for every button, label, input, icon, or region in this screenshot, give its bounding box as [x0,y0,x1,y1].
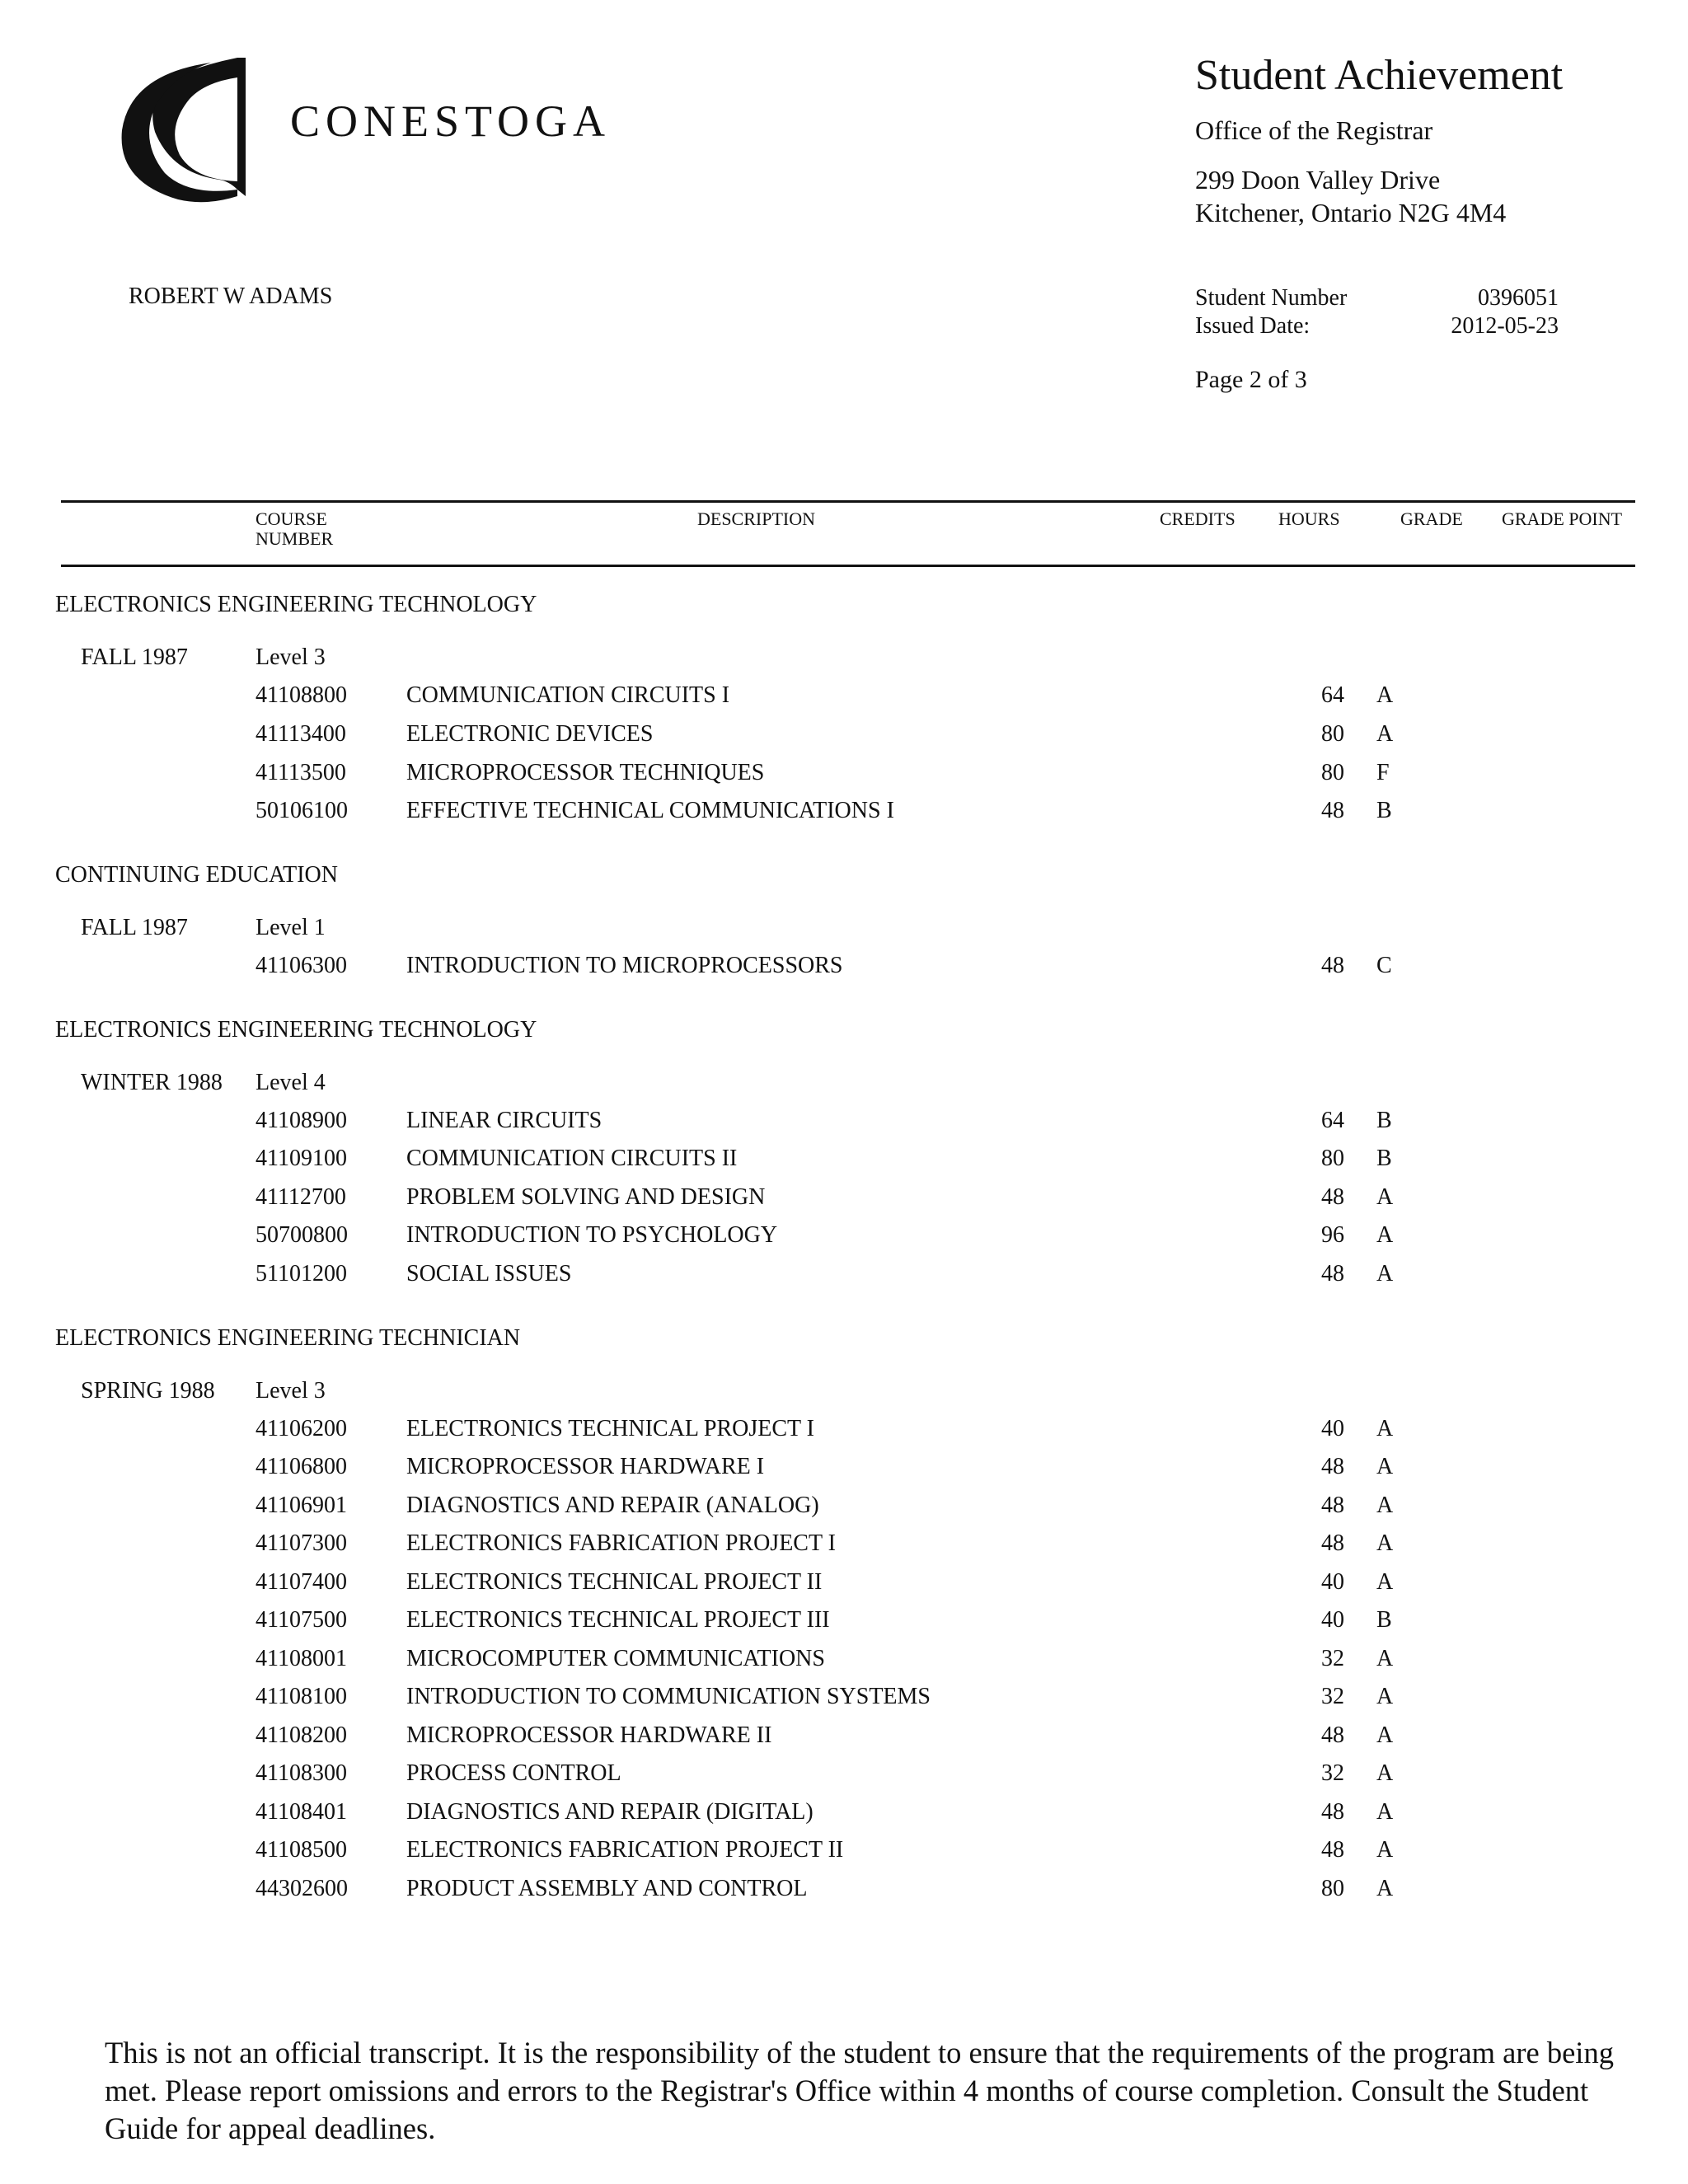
term-label: SPRING 1988 [81,1378,215,1404]
student-name: ROBERT W ADAMS [129,284,333,309]
course-hours: 40 [1321,1416,1344,1441]
conestoga-logo-icon [114,58,254,204]
program-heading: ELECTRONICS ENGINEERING TECHNOLOGY [55,1017,537,1043]
course-grade: B [1376,798,1392,823]
course-row [0,723,1688,751]
course-description: MICROCOMPUTER COMMUNICATIONS [406,1646,825,1671]
course-number: 51101200 [256,1261,347,1286]
course-row [0,954,1688,982]
term-label: FALL 1987 [81,915,188,940]
course-grade: A [1376,1760,1394,1786]
course-row [0,1186,1688,1214]
course-description: COMMUNICATION CIRCUITS I [406,682,730,708]
course-row [0,1109,1688,1137]
course-hours: 96 [1321,1222,1344,1248]
course-row [0,1839,1688,1867]
course-number: 41107400 [256,1569,347,1595]
course-grade: A [1376,1261,1394,1286]
course-hours: 32 [1321,1646,1344,1671]
course-grade: A [1376,1837,1394,1863]
course-row [0,684,1688,712]
address-line-1: 299 Doon Valley Drive [1195,165,1441,194]
issued-date-value: 2012-05-23 [1451,313,1559,339]
course-row [0,1609,1688,1637]
issued-date-label: Issued Date: [1195,313,1311,339]
course-description: LINEAR CIRCUITS [406,1108,603,1133]
course-number: 41107500 [256,1607,347,1633]
course-grade: A [1376,1454,1394,1479]
column-hours: HOURS [1278,509,1340,529]
course-grade: A [1376,1222,1394,1248]
course-description: COMMUNICATION CIRCUITS II [406,1146,738,1171]
course-number: 41108300 [256,1760,347,1786]
course-description: MICROPROCESSOR HARDWARE I [406,1454,765,1479]
course-description: PROBLEM SOLVING AND DESIGN [406,1184,766,1210]
course-description: DIAGNOSTICS AND REPAIR (ANALOG) [406,1493,819,1518]
course-row [0,1571,1688,1599]
course-grade: A [1376,1416,1394,1441]
course-grade: A [1376,1722,1394,1748]
course-grade: F [1376,760,1390,785]
course-hours: 80 [1321,1876,1344,1901]
course-description: PRODUCT ASSEMBLY AND CONTROL [406,1876,808,1901]
course-hours: 80 [1321,760,1344,785]
course-description: DIAGNOSTICS AND REPAIR (DIGITAL) [406,1799,814,1825]
course-number: 41106901 [256,1493,347,1518]
office-name: Office of the Registrar [1195,115,1433,145]
course-hours: 48 [1321,1837,1344,1863]
level-label: Level 3 [256,1378,326,1404]
course-number: 41108500 [256,1837,347,1863]
course-row [0,1418,1688,1446]
page-title: Student Achievement [1195,52,1564,99]
address-line-2: Kitchener, Ontario N2G 4M4 [1195,198,1507,227]
course-number: 44302600 [256,1876,348,1901]
course-row [0,1762,1688,1790]
course-number: 41113400 [256,721,346,747]
course-description: INTRODUCTION TO PSYCHOLOGY [406,1222,778,1248]
course-row [0,762,1688,790]
column-grade: GRADE [1400,509,1463,529]
level-label: Level 1 [256,915,326,940]
course-grade: B [1376,1146,1392,1171]
course-row [0,1685,1688,1713]
course-grade: A [1376,1799,1394,1825]
course-grade: C [1376,953,1392,978]
course-description: ELECTRONICS FABRICATION PROJECT I [406,1530,836,1556]
header-bottom-rule [61,565,1635,567]
column-credits: CREDITS [1160,509,1236,529]
course-number: 41109100 [256,1146,347,1171]
course-number: 41113500 [256,760,346,785]
course-number: 41106300 [256,953,347,978]
course-description: MICROPROCESSOR TECHNIQUES [406,760,765,785]
course-description: ELECTRONICS TECHNICAL PROJECT II [406,1569,823,1595]
course-hours: 32 [1321,1684,1344,1709]
course-description: SOCIAL ISSUES [406,1261,572,1286]
course-description: ELECTRONICS TECHNICAL PROJECT I [406,1416,814,1441]
course-number: 41108401 [256,1799,347,1825]
course-number: 50700800 [256,1222,348,1248]
course-grade: A [1376,1569,1394,1595]
course-number: 50106100 [256,798,348,823]
student-number-value: 0396051 [1478,285,1559,311]
course-grade: A [1376,1530,1394,1556]
level-label: Level 3 [256,644,326,670]
course-hours: 48 [1321,798,1344,823]
course-description: PROCESS CONTROL [406,1760,621,1786]
program-heading: ELECTRONICS ENGINEERING TECHNICIAN [55,1325,521,1351]
course-description: ELECTRONICS FABRICATION PROJECT II [406,1837,844,1863]
program-heading: ELECTRONICS ENGINEERING TECHNOLOGY [55,592,537,617]
course-hours: 48 [1321,1722,1344,1748]
course-number: 41108900 [256,1108,347,1133]
course-row [0,1647,1688,1675]
course-grade: A [1376,1876,1394,1901]
course-hours: 48 [1321,1799,1344,1825]
column-course-number: COURSE NUMBER [256,509,334,549]
course-hours: 80 [1321,1146,1344,1171]
course-grade: A [1376,1493,1394,1518]
course-number: 41108100 [256,1684,347,1709]
course-description: EFFECTIVE TECHNICAL COMMUNICATIONS I [406,798,894,823]
course-description: ELECTRONICS TECHNICAL PROJECT III [406,1607,830,1633]
course-number: 41106200 [256,1416,347,1441]
header-top-rule [61,500,1635,503]
course-description: INTRODUCTION TO COMMUNICATION SYSTEMS [406,1684,931,1709]
course-grade: A [1376,682,1394,708]
course-row [0,1147,1688,1175]
course-hours: 64 [1321,1108,1344,1133]
course-grade: A [1376,1184,1394,1210]
course-hours: 32 [1321,1760,1344,1786]
course-row [0,1877,1688,1905]
course-number: 41108800 [256,682,347,708]
course-hours: 48 [1321,1530,1344,1556]
course-hours: 64 [1321,682,1344,708]
course-grade: B [1376,1607,1392,1633]
course-number: 41108200 [256,1722,347,1748]
course-row [0,1494,1688,1522]
course-grade: A [1376,1684,1394,1709]
course-grade: A [1376,721,1394,747]
course-row [0,1801,1688,1829]
term-label: WINTER 1988 [81,1070,223,1095]
course-hours: 48 [1321,1261,1344,1286]
course-hours: 40 [1321,1569,1344,1595]
course-hours: 48 [1321,1493,1344,1518]
column-grade-point: GRADE POINT [1502,509,1623,529]
logo-wordmark: CONESTOGA [290,96,612,146]
course-row [0,1263,1688,1291]
course-hours: 48 [1321,1454,1344,1479]
page-indicator: Page 2 of 3 [1195,366,1307,393]
course-row [0,1455,1688,1483]
column-description: DESCRIPTION [697,509,816,529]
course-hours: 40 [1321,1607,1344,1633]
term-label: FALL 1987 [81,644,188,670]
course-description: MICROPROCESSOR HARDWARE II [406,1722,772,1748]
course-number: 41112700 [256,1184,346,1210]
course-hours: 80 [1321,721,1344,747]
course-grade: A [1376,1646,1394,1671]
course-hours: 48 [1321,1184,1344,1210]
student-number-label: Student Number [1195,285,1348,311]
program-heading: CONTINUING EDUCATION [55,862,338,888]
course-grade: B [1376,1108,1392,1133]
course-number: 41107300 [256,1530,347,1556]
disclaimer-text: This is not an official transcript. It is the responsibility of the student to ensure that the requirements of the program are being met. Please report omissions and errors to the Registrar's Office within 4 months of course completion. Consult the Student Guide for appeal deadlines. [105,2036,1614,2145]
course-row [0,799,1688,827]
course-description: INTRODUCTION TO MICROPROCESSORS [406,953,843,978]
course-number: 41108001 [256,1646,347,1671]
course-row [0,1532,1688,1560]
course-description: ELECTRONIC DEVICES [406,721,654,747]
course-row [0,1224,1688,1252]
course-hours: 48 [1321,953,1344,978]
course-row [0,1724,1688,1752]
course-number: 41106800 [256,1454,347,1479]
level-label: Level 4 [256,1070,326,1095]
